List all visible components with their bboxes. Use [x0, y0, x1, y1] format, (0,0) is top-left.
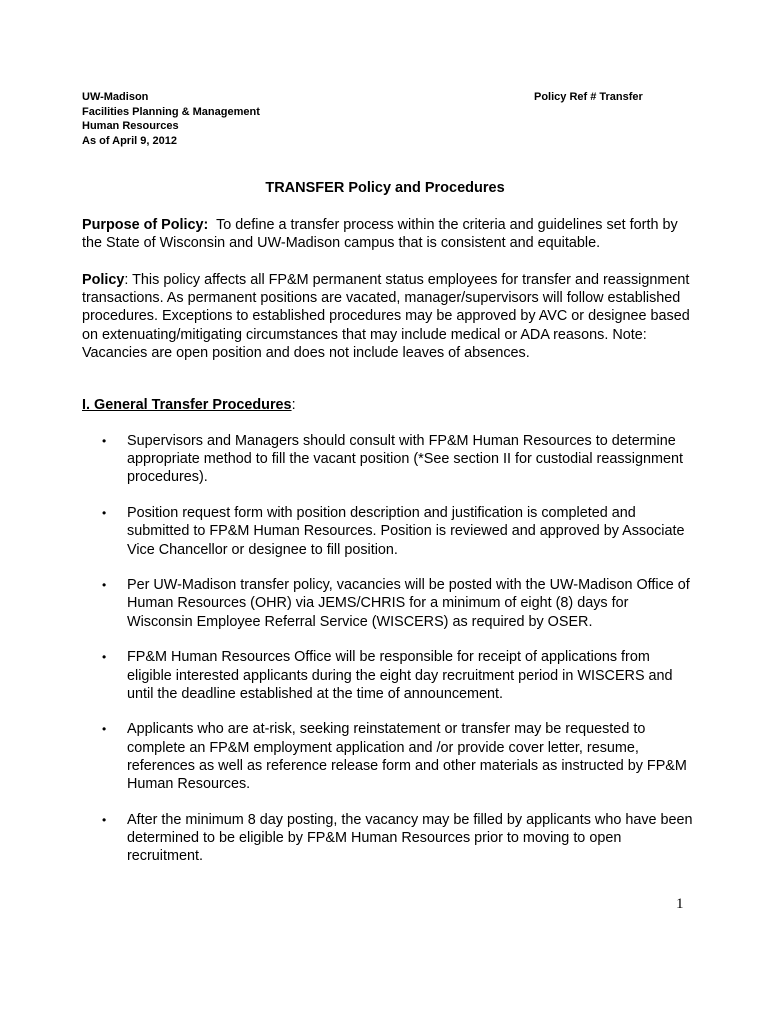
list-item-text: After the minimum 8 day posting, the vacancy may be filled by applicants who have been determined to be eligible by FP&M Human Resources prior to moving to open recruitment. — [127, 811, 693, 865]
list-item-text: Per UW-Madison transfer policy, vacancies will be posted with the UW-Madison Office of Human Resources (OHR) via JEMS/CHRIS for a minimum of eight (8) days for Wisconsin Employee Referral Service (WISCERS) as required by OSER. — [127, 577, 690, 630]
bullet-icon: • — [102, 578, 107, 593]
header-org: UW-Madison — [82, 91, 149, 103]
list-item — [82, 720, 694, 793]
policy-text: : This policy affects all FP&M permanent status employees for transfer and reassignment transactions. As permanent positions are vacated, manager/supervisors will follow established procedures. Exceptions to established procedures may be approved by AVC or designee based on extenuating/mitigating circumstances that may include medical or ADA reasons. Note: Vacancies are open position and does not include leaves of absences. — [82, 272, 690, 361]
list-item-text: Position request form with position description and justification is completed and submitted to FP&M Human Resources. Position is reviewed and approved by Associate Vice Chancellor or designee to fill position. — [127, 505, 685, 558]
header-dept: Facilities Planning & Management — [82, 105, 260, 118]
bullet-icon: • — [102, 812, 107, 827]
policy-ref: Policy Ref # Transfer — [534, 91, 643, 103]
list-item — [82, 576, 694, 631]
section-heading-colon: : — [291, 397, 296, 413]
policy-label: Policy — [82, 272, 125, 288]
list-item-text: Supervisors and Managers should consult with FP&M Human Resources to determine appropriate method to fill the vacant position (*See section II for custodial reassignment procedures). — [127, 433, 683, 486]
purpose-label: Purpose of Policy: — [82, 217, 209, 233]
list-item — [82, 648, 694, 703]
header-block — [82, 90, 260, 148]
page-title: TRANSFER Policy and Procedures — [265, 180, 505, 196]
procedure-list — [82, 432, 694, 883]
bullet-icon: • — [102, 506, 107, 521]
bullet-icon: • — [102, 650, 107, 665]
list-item — [82, 432, 694, 487]
purpose-text: To define a transfer process within the criteria and guidelines set forth by the State of Wisconsin and UW-Madison campus that is consistent and equitable. — [82, 217, 678, 252]
bullet-icon: • — [102, 722, 107, 737]
header-date: As of April 9, 2012 — [82, 134, 177, 147]
page-number: 1 — [676, 896, 684, 912]
bullet-icon: • — [102, 434, 107, 448]
list-item-text: FP&M Human Resources Office will be responsible for receipt of applications from eligible interested applicants during the eight day recruitment period in WISCERS and until the deadline established at the time of announcement. — [127, 649, 673, 702]
purpose-paragraph — [82, 216, 694, 252]
list-item — [82, 504, 694, 559]
section-heading-text: I. General Transfer Procedures — [82, 397, 292, 413]
list-item — [82, 811, 694, 866]
section-heading — [82, 396, 694, 414]
list-item-text: Applicants who are at-risk, seeking reinstatement or transfer may be requested to complete an FP&M employment application and /or provide cover letter, resume, references as well as reference release form and other materials as instructed by FP&M Human Resources. — [127, 721, 687, 793]
header-unit: Human Resources — [82, 120, 179, 132]
policy-paragraph — [82, 271, 694, 362]
